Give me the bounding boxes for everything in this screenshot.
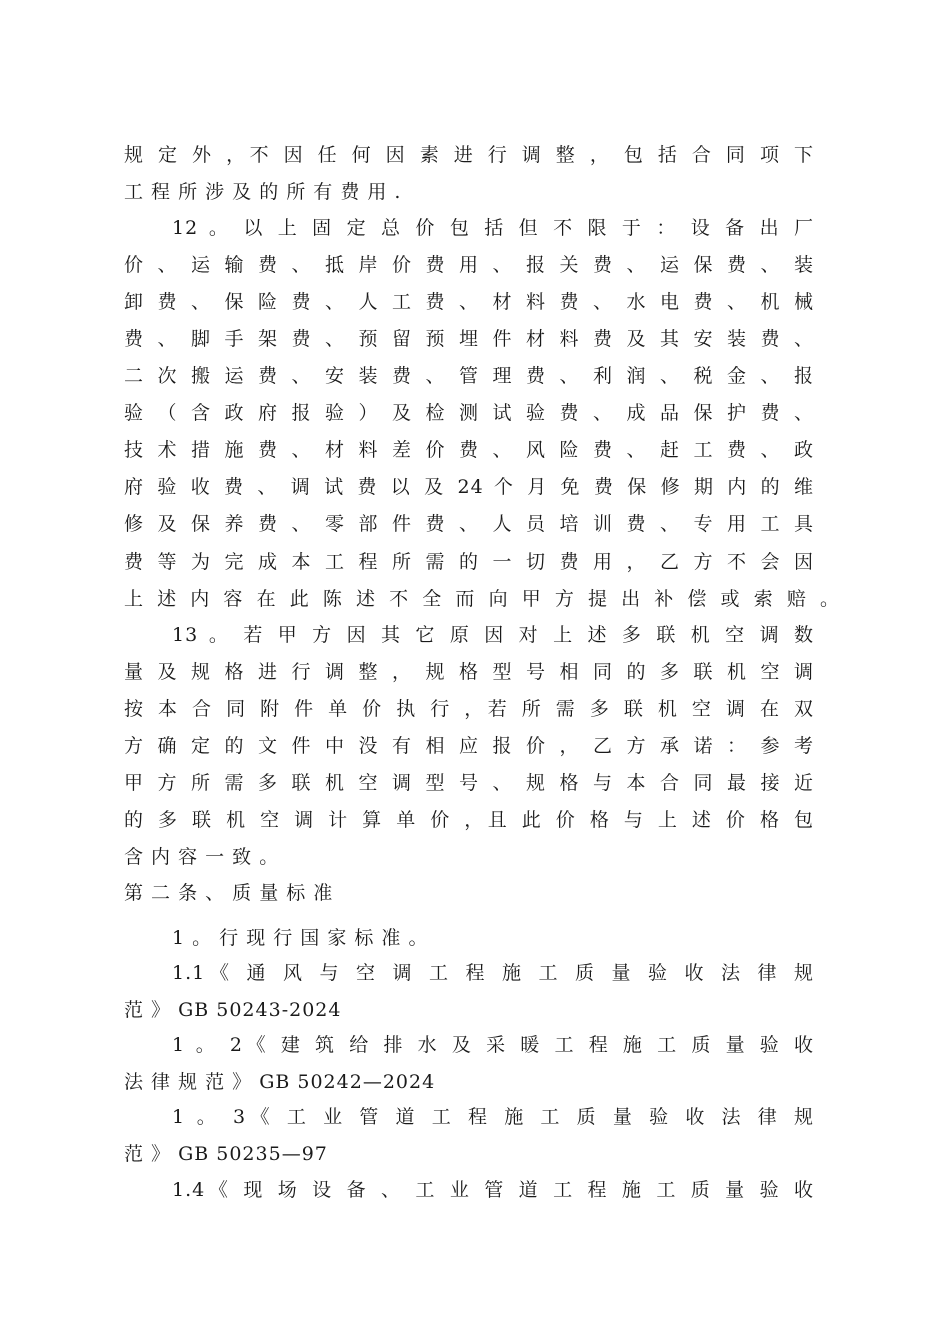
standard-item-1-3: 1 。 3《 工 业 管 道 工 程 施 工 质 量 验 收 法 律 规	[172, 1106, 814, 1128]
text-line: 价 、 运 输 费 、 抵 岸 价 费 用 、 报 关 费 、 运 保 费 、 装	[124, 254, 814, 276]
text-line: 费 等 为 完 成 本 工 程 所 需 的 一 切 费 用 ， 乙 方 不 会 因	[124, 551, 814, 573]
paragraph-13-first-line: 13 。 若 甲 方 因 其 它 原 因 对 上 述 多 联 机 空 调 数	[172, 624, 814, 646]
text-line: 方 确 定 的 文 件 中 没 有 相 应 报 价 ， 乙 方 承 诺 ： 参 考	[124, 735, 814, 757]
standard-item-1-1: 1.1《 通 风 与 空 调 工 程 施 工 质 量 验 收 法 律 规	[172, 962, 814, 984]
text-line: 验 （ 含 政 府 报 验 ） 及 检 测 试 验 费 、 成 品 保 护 费 、	[124, 402, 814, 424]
text-line: 规 定 外 ，不 因 任 何 因 素 进 行 调 整 ， 包 括 合 同 项 下	[124, 144, 814, 166]
standard-item-1-2: 1 。 2《 建 筑 给 排 水 及 采 暖 工 程 施 工 质 量 验 收	[172, 1034, 814, 1056]
text-line: 工 程 所 涉 及 的 所 有 费 用 .	[124, 181, 402, 203]
section-heading-article-2: 第 二 条 、 质 量 标 准	[124, 882, 334, 904]
paragraph-12-first-line: 12 。 以 上 固 定 总 价 包 括 但 不 限 于 ： 设 备 出 厂	[172, 217, 814, 239]
text-line: 量 及 规 格 进 行 调 整 ， 规 格 型 号 相 同 的 多 联 机 空 调	[124, 661, 814, 683]
standard-code-1-1: 范 》 GB 50243-2024	[124, 999, 342, 1021]
text-line: 府 验 收 费 、 调 试 费 以 及 24 个 月 免 费 保 修 期 内 的 维	[124, 476, 814, 498]
standard-code-1-2: 法 律 规 范 》 GB 50242—2024	[124, 1071, 436, 1093]
text-line: 按 本 合 同 附 件 单 价 执 行 ，若 所 需 多 联 机 空 调 在 双	[124, 698, 814, 720]
text-line: 含 内 容 一 致 。	[124, 846, 280, 868]
standard-item-1: 1 。 行 现 行 国 家 标 准 。	[172, 927, 429, 949]
text-line: 卸 费 、 保 险 费 、 人 工 费 、 材 料 费 、 水 电 费 、 机 械	[124, 291, 814, 313]
text-line: 二 次 搬 运 费 、 安 装 费 、 管 理 费 、 利 润 、 税 金 、 报	[124, 365, 814, 387]
text-line: 的 多 联 机 空 调 计 算 单 价 ，且 此 价 格 与 上 述 价 格 包	[124, 809, 814, 831]
standard-code-1-3: 范 》 GB 50235—97	[124, 1143, 328, 1165]
text-line: 甲 方 所 需 多 联 机 空 调 型 号 、 规 格 与 本 合 同 最 接 近	[124, 772, 814, 794]
text-line: 技 术 措 施 费 、 材 料 差 价 费 、 风 险 费 、 赶 工 费 、 政	[124, 439, 814, 461]
text-line: 上 述 内 容 在 此 陈 述 不 全 而 向 甲 方 提 出 补 偿 或 索 赔 。	[124, 588, 840, 610]
text-line: 修 及 保 养 费 、 零 部 件 费 、 人 员 培 训 费 、 专 用 工 具	[124, 513, 814, 535]
text-line: 费 、 脚 手 架 费 、 预 留 预 埋 件 材 料 费 及 其 安 装 费 、	[124, 328, 814, 350]
standard-item-1-4: 1.4《 现 场 设 备 、 工 业 管 道 工 程 施 工 质 量 验 收	[172, 1179, 814, 1201]
